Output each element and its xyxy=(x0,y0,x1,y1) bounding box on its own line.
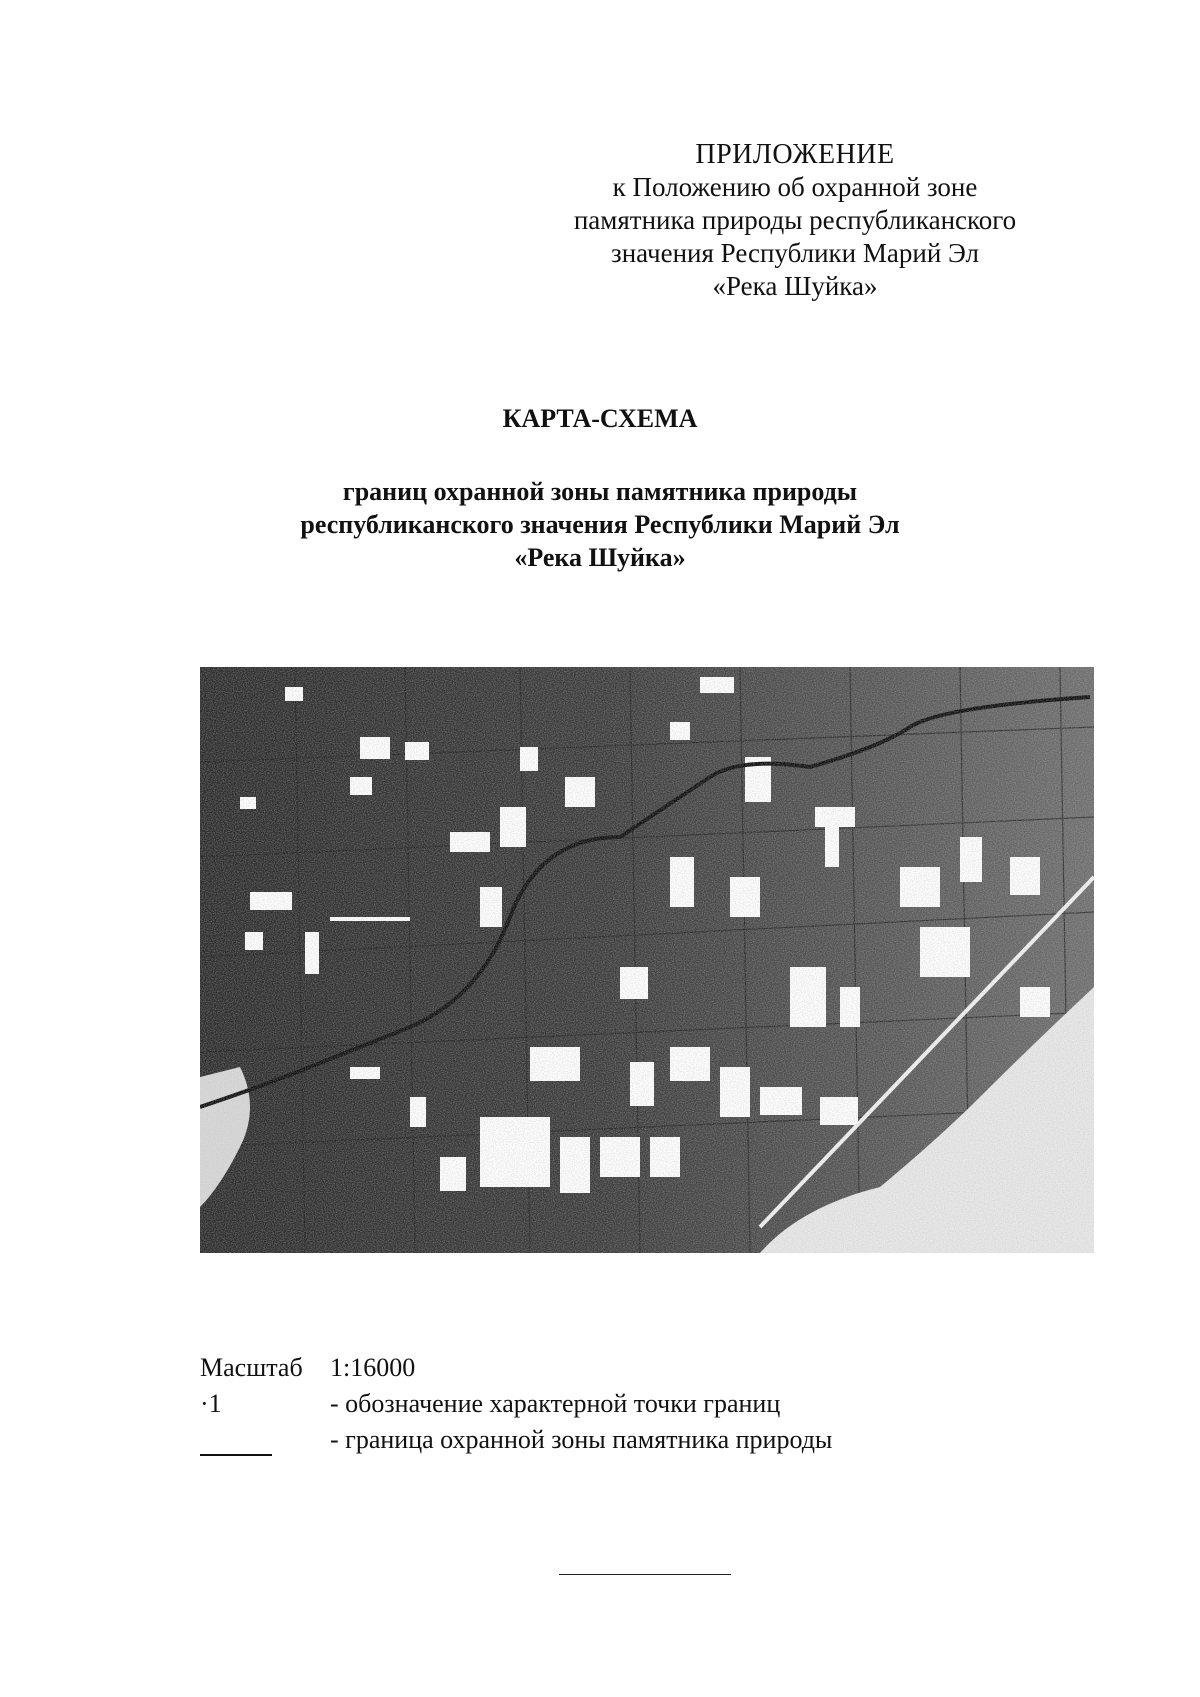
appendix-heading: ПРИЛОЖЕНИЕ xyxy=(695,139,895,170)
boundary-description: - граница охранной зоны памятника природы xyxy=(330,1425,833,1454)
appendix-line-2: памятника природы республиканского xyxy=(573,205,1017,235)
subtitle-line-1: границ охранной зоны памятника природы xyxy=(342,477,858,506)
footer-divider xyxy=(559,1574,731,1575)
appendix-block xyxy=(560,138,1030,303)
scale-label: Масштаб xyxy=(200,1353,303,1382)
appendix-line-1: к Положению об охранной зоне xyxy=(612,172,978,202)
document-title: КАРТА-СХЕМА xyxy=(502,404,698,433)
point-symbol: ·1 xyxy=(200,1389,222,1418)
appendix-line-4: «Река Шуйка» xyxy=(712,271,878,301)
map-image xyxy=(200,667,1094,1253)
map-scheme-graphic xyxy=(200,667,1094,1253)
subtitle-line-2: республиканского значения Республики Марий Эл xyxy=(300,510,900,539)
point-description: - обозначение характерной точки границ xyxy=(330,1389,781,1418)
scale-value: 1:16000 xyxy=(330,1353,416,1382)
boundary-line-symbol xyxy=(200,1432,272,1456)
subtitle-line-3: «Река Шуйка» xyxy=(514,543,686,572)
appendix-line-3: значения Республики Марий Эл xyxy=(611,238,979,268)
document-subtitle xyxy=(0,475,1200,574)
